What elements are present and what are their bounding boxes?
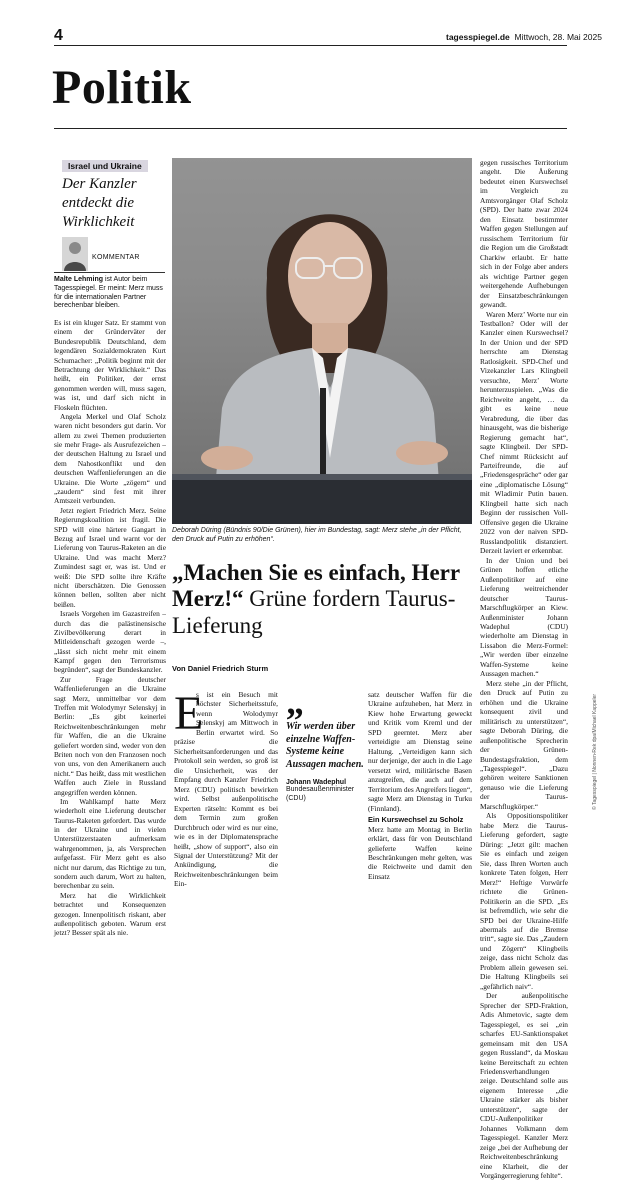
author-description: ist Autor beim Tagesspiegel. Er meint: Merz muss für die internationalen Partner berechenbar bleiben. (54, 276, 163, 310)
article-paragraph: Waren Merz’ Worte nur ein Testballon? Oder will der Kanzler einen Kurswechsel? In der Union und der SPD herrschte am Dienstag Ratlosigkeit. SPD-Chef und Vizekanzler Lars Klingbeil versuchte, Merz’ Worte herunterzuspielen. „Was die Reichweite angeht, … da gibt es keine neue Verabredung, die über das hinausgeht, was die bisherige Regierung gemacht hat“, sagte Klingbeil. Der SPD-Chef nimmt Rücksicht auf Parteifreunde, die auf „Friedensgespräche“ oder gar eine „diplomatische Lösung“ mit Wladimir Putin bauen. Klingbeil hatte sich nach Beginn der russischen Voll-Offensive gegen die Ukraine 2022 von der naiven SPD-Russlandpolitik distanziert. Derzeit laviert er erkennbar. (480, 309, 568, 556)
article-paragraph: gegen russisches Territorium angeht. Die Äußerung bedeutet einen Kurswechsel im Vergleich zu Amtsvorgänger Olaf Scholz (SPD). Der hatte zwar 2024 den Einsatz bestimmter Waffen gegen Stellungen auf russischem Territorium für die Region um die Großstadt Charkiw erlaubt. Er hatte sich in der Folge aber anders als wichtige Partner gegen weitergehende Aufhebungen der Einsatzbeschränkungen gewandt. (480, 158, 568, 310)
top-rule (54, 45, 567, 46)
section-title: Politik (52, 61, 192, 114)
article-paragraph: Merz hatte am Montag in Berlin erklärt, dass für von Deutschland gelieferte Waffen keine Beschränkungen mehr gelten, was die Reichweite und damit den Einsatz (368, 824, 472, 881)
lead-photo (172, 158, 472, 524)
commentary-paragraph: Es ist ein kluger Satz. Er stammt von einem der Gründerväter der Bundesrepublik Deutschland, dem legendären Sozialdemokraten Kurt Schumacher: „Politik beginnt mit der Betrachtung der Wirklichkeit.“ Das heißt, ein Politiker, der ernst genommen werden will, muss sagen, was ist, und darf sich nicht in Floskeln flüchten. (54, 318, 166, 412)
quote-author: Johann Wadephul (286, 779, 347, 787)
commentary-paragraph: Im Wahlkampf hatte Merz wiederholt eine Lieferung deutscher Taurus-Raketen gefordert. Das wurde in der Ukraine und in vielen Unterstützerstaaten aufmerksam wahrgenommen, ja, als Versprechen aufgefasst. Für Merz geht es also nicht nur darum, das Richtige zu tun, sondern auch darum, Wort zu halten, berechenbar zu sein. (54, 796, 166, 891)
article-paragraph: Merz stehe „in der Pflicht, den Druck auf Putin zu erhöhen und die Ukraine konsequent zivil und militärisch zu unterstützen“, sagte Deborah Düring, die außenpolitische Sprecherin der Grünen-Bundestagsfraktion, dem „Tagesspiegel“. „Dazu gehören weitere Sanktionen genauso wie die Lieferung der Taurus-Marschflugkörper.“ (480, 678, 568, 811)
section-rule (54, 128, 567, 129)
article-paragraph: s ist ein Besuch mit höchster Sicherheitsstufe, wenn Wolodymyr Selenskyj am Mittwoch in Berlin erwartet wird. So präzise die Sicherheitsanforderungen und das Protokoll sein werden, so groß ist die Unsicherheit, was der Empfang durch Kanzler Friedrich Merz (CDU) politisch bewirken wird. Selbst außenpolitische Experten rätseln: Kommt es bei dem Termin zum großen Durchbruch oder wird es nur eine, wie es in der Diplomatensprache heißt, „show of support“, also ein Signal der Unterstützung? Mit der Ankündigung, die Reichweitenbeschränkungen beim Ein- (174, 690, 278, 889)
author-name: Malte Lehming (54, 276, 104, 283)
commentary-paragraph: Merz hat die Wirklichkeit betrachtet und Konsequenzen gezogen. Innenpolitisch riskant, aber außenpolitisch geboten. Warum erst jetzt? Besser spät als nie. (54, 890, 166, 938)
commentary-paragraph: Zur Frage deutscher Waffenlieferungen an die Ukraine sagt Merz, unmittelbar vor dem Treffen mit Wolodymyr Selenskyj in Berlin: „Es gibt keinerlei Reichweitenbeschränkungen mehr für Waffen, die an die Ukraine geliefert worden sind, weder von den Briten noch von den Franzosen noch von uns, von den Amerikanern auch nicht.“ Das heißt, dass mit westlichen Waffen auch Ziele in Russland angegriffen werden können. (54, 674, 166, 797)
commentary-rule (54, 272, 165, 273)
article-paragraph: In der Union und bei Grünen hoffen etliche Außenpolitiker auf eine Lieferung weitreichender deutscher Taurus-Marschflugkörper an Kiew. Außenminister Johann Wadephul (CDU) wiederholte am Dienstag in Lissabon die Merz-Formel: „Wir werden über einzelne Waffen-Systeme keine Aussagen machen.“ (480, 555, 568, 679)
photo-caption: Deborah Düring (Bündnis 90/Die Grünen), hier im Bundestag, sagt: Merz stehe „in der Pflicht, den Druck auf Putin zu erhöhen“. (172, 527, 462, 543)
page-number: 4 (54, 27, 63, 44)
pull-quote (286, 682, 364, 803)
commentary-kicker: Israel und Ukraine (62, 160, 148, 172)
article-paragraph: Als Oppositionspolitiker habe Merz die Taurus-Lieferung gefordert, sagte Düring: „Jetzt gilt: machen Sie es einfach und zeigen Sie, dass Ihren Worten auch konkrete Taten folgen, Herr Merz!“ Heftige Vorwürfe richtete die Grünen-Politikerin an die SPD. „Es ist befremdlich, wie sehr die SPD bei der Ukraine-Hilfe abermals auf die Bremse tritt“, sagte sie. Das „Zaudern und Zögern“ Klingbeils zeige, dass nicht Scholz das Problem allein gewesen sei. Die Haltung Klingbeils sei „gefährlich naiv“. (480, 811, 568, 991)
commentary-headline: Der Kanzler entdeckt die Wirklichkeit (62, 176, 137, 230)
commentary-paragraph: Angela Merkel und Olaf Scholz waren nicht besonders gut darin. Vor allem zu zwei Themen produzierten sie mehr Frage- als Ausrufezeichen – der deutschen Haltung zu Israel und dem Nahostkonflikt und den deutschen Waffenlieferungen an die Ukraine. Die Worte „zögern“ und „zaudern“ sind fest mit ihrer Amtszeit verbunden. (54, 411, 166, 506)
quote-role: Bundesaußenminister (CDU) (286, 786, 355, 802)
photo-credit: © Tagesspiegel | Nonnen-Rek dpa/Michael Kappeler (592, 693, 598, 810)
quote-text: Wir werden über einzelne Waffen-Systeme keine Aussagen machen. (286, 721, 364, 770)
headline-quote: „Machen Sie es einfach, Herr Merz!“ (172, 560, 460, 612)
commentary-paragraph: Jetzt regiert Friedrich Merz. Seine Regierungskoalition ist fragil. Die SPD will eine härtere Gangart in Bezug auf Israel und warnt vor der Lieferung von Taurus-Raketen an die Ukraine. Und was macht Merz? Zumindest sagt er, was ist. Und er weiß: Die SPD sollte ihre Kräfte nicht überschätzen. Die Genossen können bellen, sollten aber nicht beißen. (54, 505, 166, 609)
article-paragraph: satz deutscher Waffen für die Ukraine aufzuheben, hat Merz in Kiew hohe Erwartung geweckt und Kritik vom Kreml und der SPD geerntet. Merz aber verteidigte am Dienstag seine Haltung. „Verteidigen kann sich nur derjenige, der auch in die Lage versetzt wird, militärische Basen anzugreifen, die auch auf dem Territorium des Angreifers liegen“, sagte Merz am Dienstag in Turku (Finnland). (368, 690, 472, 813)
author-avatar (62, 237, 88, 271)
article-headline (172, 560, 472, 639)
author-info (54, 276, 166, 311)
article-paragraph: Der außenpolitische Sprecher der SPD-Fraktion, Adis Ahmetovic, sagte dem Tagesspiegel, es sei „ein scharfes EU-Sanktionspaket gemeinsam mit den USA gegen Russland“, da Moskau keine Bereitschaft zu echten Friedensverhandlungen zeige. Deutschland solle aus eigenem Interesse „die Ukraine stärker als bisher unterstützen“, sagte der CDU-Außenpolitiker Johannes Volkmann dem Tagesspiegel. Kanzler Merz zeige „bei der Aufhebung der Reichweitenbeschränkung eine Klarheit, die der Vorgängerregierung fehlte“. (480, 991, 568, 1181)
commentary-label: KOMMENTAR (92, 254, 140, 261)
article-column-2 (368, 690, 472, 881)
masthead (446, 32, 602, 42)
speaker-photo (172, 158, 472, 524)
person-icon (62, 237, 88, 271)
byline: Von Daniel Friedrich Sturm (172, 664, 269, 673)
drop-cap: E (174, 687, 204, 740)
brand-name: tagesspiegel.de (446, 32, 510, 42)
issue-date: Mittwoch, 28. Mai 2025 (514, 32, 602, 42)
article-column-3 (480, 158, 568, 1181)
commentary-paragraph: Israels Vorgehen im Gazastreifen – durch das die palästinensische Zivilbevölkerung derart in Mitleidenschaft gezogen werde –, „lässt sich nicht mehr mit einem Kampf gegen den Terrorismus begründen“, sagt der Bundeskanzler. (54, 609, 166, 675)
subheading: Ein Kurswechsel zu Scholz (368, 815, 464, 825)
commentary-body (54, 318, 166, 938)
headline-rest: Grüne fordern Taurus-Lieferung (172, 586, 456, 638)
quote-mark: „ (286, 682, 304, 722)
